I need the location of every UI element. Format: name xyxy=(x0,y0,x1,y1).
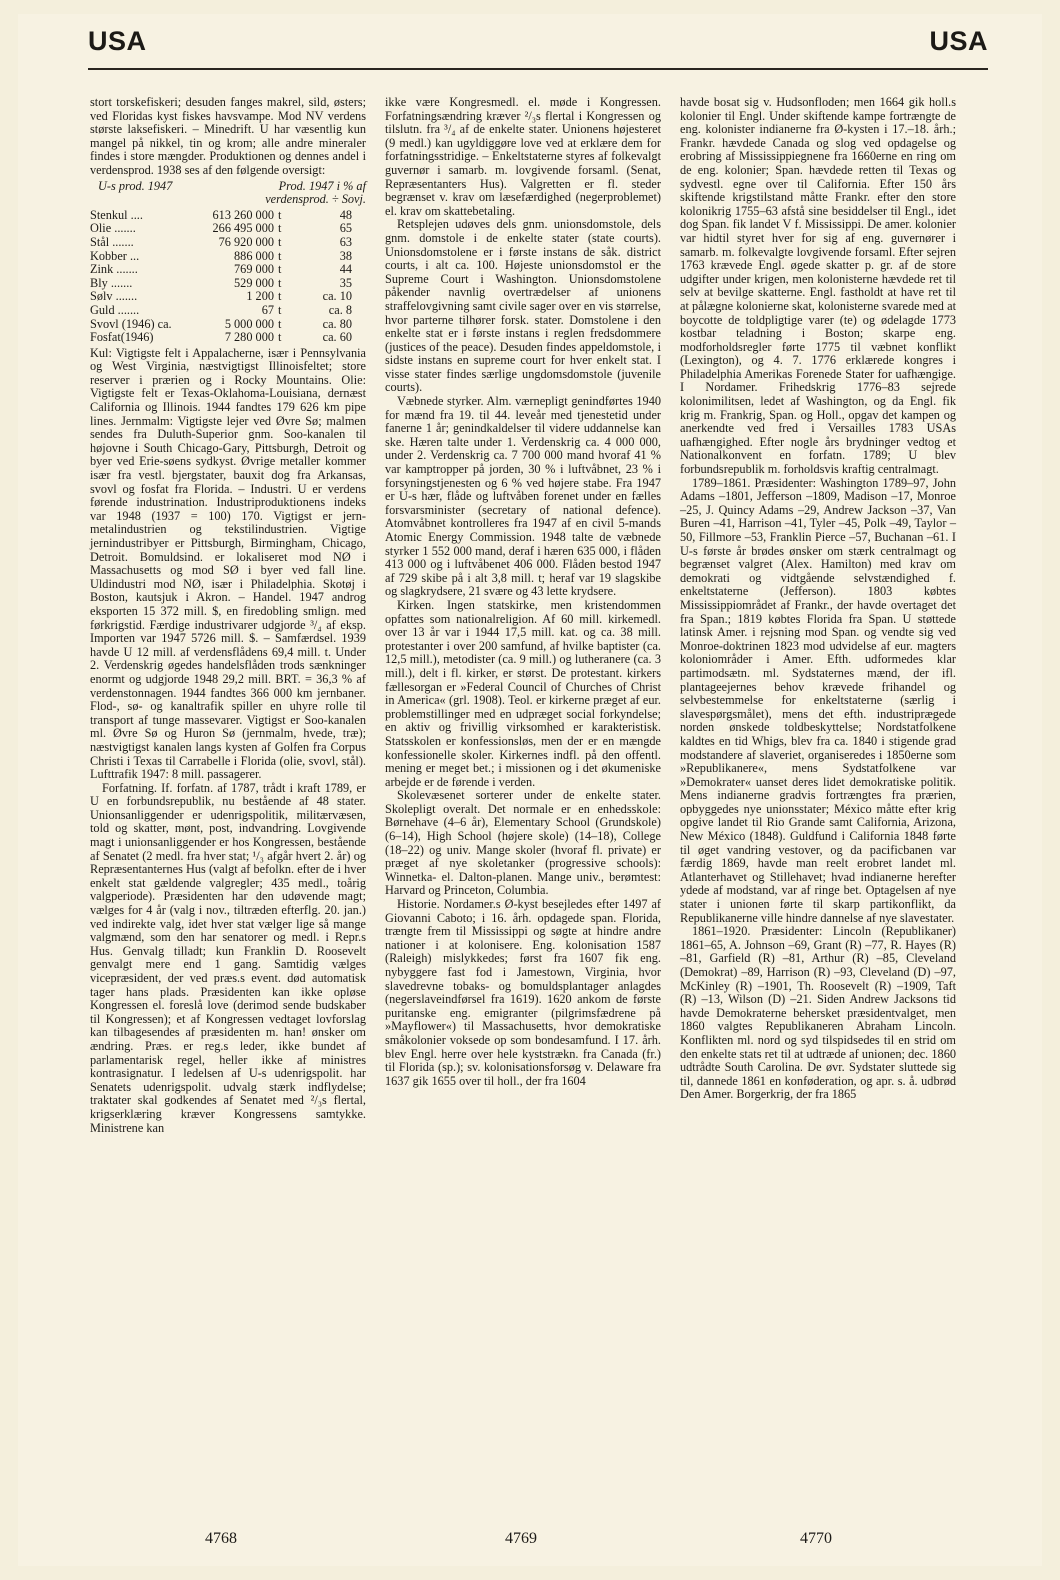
production-row xyxy=(90,236,366,250)
production-share: 63 xyxy=(339,234,352,249)
production-row xyxy=(90,277,366,291)
col3-paragraph-1: havde bosat sig v. Hudsonfloden; men 1664 gik holl.s kolonier til Engl. Under skiftende kampe fortrængte de eng. kolonister indianerne fra Ø-kysten i 17.–18. årh.; Frankr. hævdede Canada og slog ved opdagelse og erobring af Mississippiegnene fra 1660erne en ring om de eng. kolonier; Span. hævdede retten til Texas og sydvestl. egne over til California. Efter 150 års skiftende krigstilstand måtte Frankr. efter den store kolonikrig 1755–63 afstå sine besiddelser til Engl., idet dog Span. fik landet V f. Mississippi. De amer. kolonier var hidtil styret hver for sig af eng. guvernører i samarb. m. folkevalgte lovgivende forsaml. Efter sejren 1763 krævede Engl. øgede skatter p. gr. af de store udgifter under krigen, men kolonisterne hævdede ret til selv at bevilge skatterne. Engl. fastholdt at have ret til at pålægne kolonierne skat, kolonisterne svarede med at boycotte de toldpligtige varer (te) og ødelagde 1773 kostbar teladning i Boston; skarpe eng. modforholdsregler førte 1775 til væbnet konflikt (Lexington), og 4. 7. 1776 erklærede kongres i Philadelphia Amerikas Forenede Stater for uafhængige. I Nordamer. Frihedskrig 1776–83 sejrede kolonimilitsen, ledet af Washington, og da Engl. fik krig m. Frankrig, Span. og Holl., opgav det kampen og anerkendte ved fred i Versailles 1783 USAs uafhængighed. Efter nogle års brydninger vedtog et Nationalkonvent en forfatn. 1789; U blev forbundsrepublik m. forholdsvis kraftig centralmagt. xyxy=(680,95,956,477)
production-unit: t xyxy=(278,289,282,304)
production-row xyxy=(90,209,366,223)
running-head-left: USA xyxy=(88,26,147,56)
production-qty: 886 000 xyxy=(234,248,274,263)
table-head-right: Prod. 1947 i % af xyxy=(278,178,366,193)
production-name: Kobber ... xyxy=(90,248,140,263)
col1-paragraph-3: Forfatning. If. forfatn. af 1787, trådt i kraft 1789, er U en forbundsrepublik, nu bestående af 48 stater. Unionsanliggender er udenrigspolitik, militærvæsen, told og skatter, mønt, post, indvandring. Lovgivende magt i unionsanliggender er hos Kongressen, bestående af Senatet (2 medl. fra hver stat; ¹/₃ afgår hvert 2. år) og Repræsentanternes Hus (valgt af befolkn. efter de i hver enkelt stat gældende valgregler; 435 medl., toårig valgperiode). Præsidenten har den udøvende magt; vælges for 4 år (valg i nov., tiltræden efterflg. 20. jan.) ved indirekte valg, idet hver stat vælger lige så mange valgmænd, som den har senatorer og medl. i Repr.s Hus. Genvalg tilladt; kun Franklin D. Roosevelt genvalgt mere end 1 gang. Samtidig vælges vicepræsident, der ved præs.s event. død automatisk tager hans plads. Præsidenten kan ikke opløse Kongressen el. foreslå love (derimod sende budskaber til Kongressen); et af Kongressen vedtaget lovforslag kan tilbagesendes af præsidenten m. han! ønsker om ændring. Præs. er reg.s leder, ikke bundet af parlamentarisk regel, heller ikke af ministres kontrasignatur. I ledelsen af U-s udenrigspolit. har Senatets udenrigspolit. udvalg stærk indflydelse; traktater skal godkendes af Senatet med ²/₃s flertal, krigserklæring kræver Kongressens samtykke. Ministrene kan xyxy=(90,780,366,1135)
column-3 xyxy=(680,96,956,1102)
production-share: 48 xyxy=(339,207,352,222)
column-1 xyxy=(90,96,366,1135)
production-qty: 613 260 000 xyxy=(212,207,274,222)
production-table-header xyxy=(90,178,366,194)
production-unit: t xyxy=(278,275,282,290)
col2-paragraph-2: Retsplejen udøves dels gnm. unionsdomstole, dels gnm. domstole i de enkelte stater (state courts). Unionsdomstolene er i første instans de såk. district courts, i alt ca. 100. Højeste unionsdomstol er the Supreme Court i Washington. Unionsdomstolene påkender navnlig overtrædelser af unionens straffelovgivning samt civile sager over en vis størrelse, hvor parterne tilhører forsk. stater. Domstolene i den enkelte stat er i første instans i reglen fredsdommere (justices of the peace). Desuden findes appeldomstole, i sidste instans en supreme court for hver enkelt stat. I visse stater findes særlige ungdomsdomstole (juvenile courts). xyxy=(385,217,661,395)
production-unit: t xyxy=(278,262,282,277)
production-qty: 769 000 xyxy=(234,262,274,277)
col2-paragraph-3: Væbnede styrker. Alm. værnepligt genindførtes 1940 for mænd fra 19. til 44. leveår med tjenestetid under fanerne 1 år; genindkaldelser til videre uddannelse kan ske. Hæren talte under 1. Verdenskrig ca. 4 000 000, under 2. Verdenskrig ca. 7 700 000 mand hvoraf 41 % var kamptropper på jorden, 30 % i luftvåbnet, 23 % i forsyningstjenesten og 6 % ved højere stabe. Fra 1947 er U-s hær, flåde og luftvåben forenet under en fælles forsvarsminister (secretary of national defence). Atomvåbnet kontrolleres fra 1947 af en civil 5-mands Atomic Energy Commission. 1948 talte de væbnede styrker 1 552 000 mand, deraf i hæren 635 000, i flåden 413 000 og i luftvåbenet 406 000. Flåden bestod 1947 af 729 skibe på i alt 3,8 mill. t; heraf var 19 slagskibe og slagkrydsere, 21 svære og 43 lette krydsere. xyxy=(385,394,661,599)
production-name: Guld ....... xyxy=(90,302,140,317)
production-qty: 1 200 xyxy=(246,289,274,304)
production-name: Olie ....... xyxy=(90,221,136,236)
col2-paragraph-6: Historie. Nordamer.s Ø-kyst besejledes efter 1497 af Giovanni Caboto; i 16. årh. opdagede span. Florida, trængte frem til Mississippi og søgte at hindre andre nationer i at kolonisere. Eng. kolonisation 1587 (Raleigh) mislykkedes; først fra 1607 fik eng. nybyggere fast fod i Jamestown, Virginia, hvor slavedrevne tobaks- og bomuldsplantager anlagdes (negerslaveindførsel fra 1619). 1620 ankom de første puritanske eng. emigranter (pilgrimsfædrene på »Mayflower«) til Massachusetts, hvor demokratiske småkolonier voksede op som bondesamfund. I 17. årh. blev Engl. herre over hele kyststrækn. fra Canada (fr.) til Florida (sp.); sv. kolonisationsforsøg v. Delaware fra 1637 gik 1655 over til holl., der fra 1604 xyxy=(385,897,661,1088)
header-rule xyxy=(88,68,988,70)
production-row xyxy=(90,331,366,345)
col3-paragraph-2: 1789–1861. Præsidenter: Washington 1789–97, John Adams –1801, Jefferson –1809, Madison –17, Monroe –25, J. Quincy Adams –29, Andrew Jackson –37, Van Buren –41, Harrison –41, Tyler –45, Polk –49, Taylor –50, Fillmore –53, Franklin Pierce –57, Buchanan –61. I U-s første år brødes ønsker om stærk centralmagt og begrænset valgret (Alex. Hamilton) med krav om demokrati og vidtgående selvstændighed f. enkeltstaterne (Jefferson). 1803 købtes Mississippiområdet af Frankr., der havde overtaget det fra Span.; 1819 købtes Florida fra Span. U støttede latinsk Amer. i rejsning mod Span. og vendte sig ved Monroe-doktrinen 1823 mod udvidelse af eur. magters koloniområder i Amer. Efth. udformedes klar partimodsætn. ml. Sydstaternes mænd, der ifl. plantageejernes behov krævede frihandel og selvbestemmelse for enkeltstaterne (særlig i slavespørgsmålet), mens det efth. industriprægede norden ønskede toldbeskyttelse; Nordstatfolkene kaldtes en tid Whigs, blev fra ca. 1840 i stigende grad modstandere af slaveriet, organiseredes i 1850erne som »Republikanere«, mens Sydstatfolkene var »Demokrater« uanset deres lidet demokratiske politik. Mens indianerne gradvis fortrængtes fra prærien, opbyggedes nye unionsstater; México måtte efter krig opgive landet til Rio Grande samt California, Arizona, New México (1848). Guldfund i California 1848 førte til øget vandring vestover, og da pacificbanen var færdig 1869, havde man reelt erobret landet ml. Atlanterhavet og Stillehavet; hvad indianerne herefter ydede af modstand, var af ringe bet. Optagelsen af nye stater i unionen førte til skarp partikonflikt, da Republikanerne ville hindre dannelse af nye slavestater. xyxy=(680,475,956,925)
production-share: ca. 60 xyxy=(322,330,352,345)
production-qty: 529 000 xyxy=(234,275,274,290)
production-name: Svovl (1946) ca. xyxy=(90,316,172,331)
col2-paragraph-5: Skolevæsenet sorterer under de enkelte stater. Skolepligt overalt. Det normale er en enhedsskole: Børnehave (4–6 år), Elementary School (Grundskole) (6–14), High School (højere skole) (14–18), College (18–22) og univ. Mange skoler (hvoraf fl. private) er præget af nye skoletanker (progressive schools): Winnetka- el. Dalton-planen. Mange univ., berømtest: Harvard og Princeton, Columbia. xyxy=(385,788,661,898)
production-name: Zink ....... xyxy=(90,262,138,277)
production-name: Sølv ....... xyxy=(90,289,138,304)
production-row xyxy=(90,290,366,304)
production-qty: 76 920 000 xyxy=(218,234,274,249)
column-2 xyxy=(385,96,661,1088)
production-share: 65 xyxy=(339,221,352,236)
production-unit: t xyxy=(278,207,282,222)
production-name: Bly ....... xyxy=(90,275,133,290)
production-unit: t xyxy=(278,234,282,249)
production-share: ca. 80 xyxy=(322,316,352,331)
running-head-right: USA xyxy=(929,26,988,56)
page-number-left: 4768 xyxy=(205,1530,237,1547)
production-row xyxy=(90,318,366,332)
col2-paragraph-4: Kirken. Ingen statskirke, men kristendommen opfattes som nationalreligion. Af 60 mill. kirkemedl. over 13 år var i 1944 17,5 mill. kat. og ca. 38 mill. protestanter i over 200 samfund, af hvilke baptister (ca. 12,5 mill.), metodister (ca. 9 mill.) og lutheranere (ca. 3 mill.), delt i fl. kirker, er størst. De protestant. kirkers fællesorgan er »Federal Council of Churches of Christ in America« (grl. 1908). Teol. er kirkerne præget af eur. problemstillinger med en udpræget social forkyndelse; en aktiv og frivillig virksomhed er karakteristisk. Statsskolen er konfessionsløs, men der er en mængde konfessionelle skoler. Kirkernes indfl. på den offentl. mening er meget bet.; i missionen og i det økumeniske arbejde er de førende i verden. xyxy=(385,597,661,789)
production-row xyxy=(90,222,366,236)
production-qty: 266 495 000 xyxy=(212,221,274,236)
col2-paragraph-1: ikke være Kongresmedl. el. møde i Kongressen. Forfatningsændring kræver ²/₃s flertal i Kongressen og tilslutn. fra ³/₄ af de enkelte stater. Unionens højesteret (9 medl.) kan ugyldiggøre love ved at erklære dem for forfatningsstridige. – Enkeltstaterne styres af folkevalgt guvernør i samarb. m. lovgivende forsaml. (Senat, Repræsentanters Hus). Valgretten er fl. steder begrænset v. krav om læsefærdighed (negerproblemet) el. krav om skattebetaling. xyxy=(385,95,661,218)
production-name: Fosfat(1946) xyxy=(90,330,154,345)
production-name: Stenkul .... xyxy=(90,207,143,222)
col3-paragraph-3: 1861–1920. Præsidenter: Lincoln (Republikaner) 1861–65, A. Johnson –69, Grant (R) –77, R. Hayes (R) –81, Garfield (R) –81, Arthur (R) –85, Cleveland (Demokrat) –89, Harrison (R) –93, Cleveland (D) –97, McKinley (R) –1901, Th. Roosevelt (R) –1909, Taft (R) –13, Wilson (D) –21. Siden Andrew Jacksons tid havde Demokraterne behersket præsidentvalget, men 1860 valgtes Republikaneren Abraham Lincoln. Konflikten ml. nord og syd tilspidsedes til en strid om den enkelte stats ret til at udtræde af unionen; dec. 1860 udtrådte South Carolina. De øvr. Sydstater sluttede sig til, dannede 1861 en konføderation, og apr. s. å. udbrød Den Amer. Borgerkrig, der fra 1865 xyxy=(680,924,956,1102)
production-share: 38 xyxy=(339,248,352,263)
production-qty: 7 280 000 xyxy=(224,330,274,345)
production-share: ca. 8 xyxy=(328,302,352,317)
production-row xyxy=(90,263,366,277)
production-table xyxy=(90,209,366,345)
production-name: Stål ....... xyxy=(90,234,134,249)
col1-paragraph-2: Kul: Vigtigste felt i Appalacherne, især i Pennsylvania og West Virginia, næstvigtigst Illinoisfeltet; store reserver i prærien og i Rocky Mountains. Olie: Vigtigste felt er Texas-Oklahoma-Louisiana, dernæst California og Illinois. 1944 fandtes 179 626 km pipe lines. Jernmalm: Vigtigste lejer ved Øvre Sø; malmen sendes fra Duluth-Superior gnm. Soo-kanalen til højovne i South Chicago-Gary, Pittsburgh, Detroit og byer ved Erie-søens sydkyst. Øvrige metaller kommer især fra vestl. bjergstater, bauxit dog fra Arkansas, svovl og fosfat fra Florida. – Industri. U er verdens førende industrination. Industriproduktionens indeks var 1948 (1937 = 100) 170. Vigtigst er jern-metalindustrien og tekstilindustrien. Vigtige jernindustribyer er Pittsburgh, Birmingham, Chicago, Detroit. Bomuldsind. er lokaliseret mod NØ i Massachusetts og mod SØ i byer ved fall line. Uldindustri mod NØ, især i Philadelphia. Skotøj i Boston, kautsjuk i Akron. – Handel. 1947 androg eksporten 15 372 mill. $, en firedobling smlign. med førkrigstid. Færdige industrivarer udgjorde ³/₄ af eksp. Importen var 1947 5726 mill. $. – Samfærdsel. 1939 havde U 12 mill. af verdensflådens 69,4 mill. t. Under 2. Verdenskrig øgedes handelsflåden trods sænkninger enormt og udgjorde 1948 29,2 mill. BRT. = 36,3 % af verdenstonnagen. 1944 fandtes 366 000 km jernbaner. Flod-, sø- og kanaltrafik spiller en uhyre rolle til transport af tunge massevarer. Vigtigst er Soo-kanalen ml. Øvre Sø og Huron Sø (jernmalm, hvede, træ); næstvigtigst kanalen langs kysten af Golfen fra Corpus Christi i Texas til Carrabelle i Florida (olie, svovl, stål). Lufttrafik 1947: 8 mill. passagerer. xyxy=(90,345,366,782)
production-unit: t xyxy=(278,330,282,345)
production-qty: 5 000 000 xyxy=(224,316,274,331)
production-row xyxy=(90,304,366,318)
production-unit: t xyxy=(278,302,282,317)
table-head-right-2: verdensprod. ÷ Sovj. xyxy=(265,192,366,207)
production-qty: 67 xyxy=(261,302,274,317)
production-share: ca. 10 xyxy=(322,289,352,304)
production-share: 44 xyxy=(339,262,352,277)
page-number-middle: 4769 xyxy=(505,1530,537,1547)
production-unit: t xyxy=(278,248,282,263)
production-row xyxy=(90,250,366,264)
table-head-left: U-s prod. 1947 xyxy=(98,178,173,193)
production-unit: t xyxy=(278,316,282,331)
production-unit: t xyxy=(278,221,282,236)
page-number-right: 4770 xyxy=(800,1530,832,1547)
production-share: 35 xyxy=(339,275,352,290)
col1-paragraph-1: stort torskefiskeri; desuden fanges makrel, sild, østers; ved Floridas kyst fiskes havsvampe. Mod NV verdens største laksefiskeri. – Minedrift. U har væsentlig kun mangel på nikkel, tin og krom; alle andre mineraler findes i store mængder. Produktionen og dennes andel i verdensprod. 1938 ses af den følgende oversigt: xyxy=(90,95,366,177)
